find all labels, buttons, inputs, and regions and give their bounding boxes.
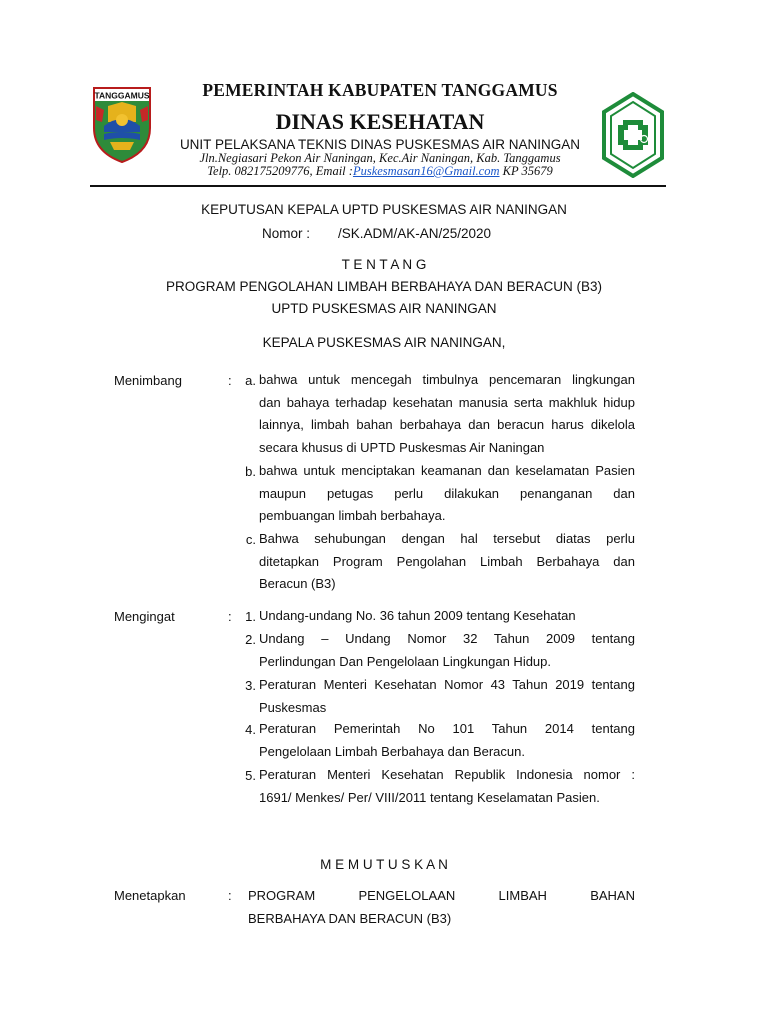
decision-number-label: Nomor : (262, 226, 311, 241)
mengingat-marker-4: 4. (245, 722, 256, 737)
contact-postcode: KP 35679 (499, 164, 553, 178)
mengingat-item-3 (259, 674, 635, 719)
menimbang-marker-a: a. (245, 373, 256, 388)
logo-text: TANGGAMUS (94, 90, 150, 101)
menimbang-a-line-3: lainnya, limbah bahan berbahaya dan beracun harus dikelola (259, 417, 635, 433)
menetapkan-label: Menetapkan (114, 888, 186, 903)
mengingat-5-line-2: 1691/ Menkes/ Per/ VIII/2011 tentang Keselamatan Pasien. (259, 789, 600, 805)
menimbang-colon: : (228, 373, 232, 388)
menimbang-a-line-4: secara khusus di UPTD Puskesmas Air Naningan (259, 439, 545, 455)
menimbang-item-b (259, 460, 635, 528)
mengingat-item-1 (259, 605, 635, 628)
decision-heading: KEPUTUSAN KEPALA UPTD PUSKESMAS AIR NANINGAN (201, 202, 567, 217)
menimbang-item-c (259, 528, 635, 596)
mengingat-1-line-1: Undang-undang No. 36 tahun 2009 tentang Kesehatan (259, 608, 576, 623)
mengingat-4-line-1: Peraturan Pemerintah No 101 Tahun 2014 tentang (259, 721, 635, 736)
letterhead-government: PEMERINTAH KABUPATEN TANGGAMUS (202, 80, 558, 100)
contact-phone: Telp. 082175209776, Email : (207, 164, 353, 178)
mengingat-item-4 (259, 718, 635, 763)
mengingat-item-2 (259, 628, 635, 673)
head-of-puskesmas: KEPALA PUSKESMAS AIR NANINGAN, (262, 335, 506, 350)
menimbang-c-line-2: ditetapkan Program Pengolahan Limbah Berbahaya dan (259, 553, 635, 569)
menetapkan-line-2: BERBAHAYA DAN BERACUN (B3) (248, 911, 452, 926)
menimbang-marker-c: c. (245, 532, 256, 547)
tentang-heading: T E N T A N G (341, 257, 427, 272)
mengingat-3-line-2: Puskesmas (259, 699, 327, 715)
mengingat-2-line-1: Undang – Undang Nomor 32 Tahun 2009 tentang (259, 631, 635, 646)
decision-number-value: /SK.ADM/AK-AN/25/2020 (338, 226, 492, 241)
menimbang-item-a (259, 369, 635, 459)
menimbang-marker-b: b. (245, 464, 256, 479)
menimbang-b-line-3: pembuangan limbah berbahaya. (259, 508, 446, 524)
menimbang-label: Menimbang (114, 373, 182, 388)
menimbang-b-line-2: maupun petugas perlu dilakukan penanganan dan (259, 485, 635, 501)
mengingat-3-line-1: Peraturan Menteri Kesehatan Nomor 43 Tahun 2019 tentang (259, 677, 635, 692)
letterhead-department: DINAS KESEHATAN (275, 109, 485, 134)
puskesmas-logo (602, 92, 664, 178)
menimbang-c-line-3: Beracun (B3) (259, 576, 336, 592)
letterhead-unit: UNIT PELAKSANA TEKNIS DINAS PUSKESMAS AIR NANINGAN (179, 137, 581, 152)
menetapkan-colon: : (228, 888, 232, 903)
memutuskan-heading: M E M U T U S K A N (320, 857, 448, 872)
mengingat-item-5 (259, 764, 635, 809)
menimbang-b-line-1: bahwa untuk menciptakan keamanan dan keselamatan Pasien (259, 463, 635, 478)
mengingat-2-line-2: Perlindungan Dan Pengelolaan Lingkungan Hidup. (259, 653, 552, 669)
letterhead-divider (90, 185, 666, 187)
mengingat-marker-5: 5. (245, 768, 256, 783)
mengingat-marker-1: 1. (245, 609, 256, 624)
mengingat-colon: : (228, 609, 232, 624)
mengingat-label: Mengingat (114, 609, 175, 624)
subject-line-1: PROGRAM PENGOLAHAN LIMBAH BERBAHAYA DAN BERACUN (B3) (165, 279, 603, 294)
menetapkan-line-1: PROGRAM PENGELOLAAN LIMBAH BAHAN (248, 888, 635, 903)
menimbang-c-line-1: Bahwa sehubungan dengan hal tersebut diatas perlu (259, 531, 635, 546)
menimbang-a-line-2: dan bahaya terhadap kesehatan manusia serta makhluk hidup (259, 394, 635, 410)
letterhead-address: Jln.Negiasari Pekon Air Naningan, Kec.Air Naningan, Kab. Tanggamus (199, 151, 561, 165)
mengingat-marker-3: 3. (245, 678, 256, 693)
mengingat-marker-2: 2. (245, 632, 256, 647)
contact-email-link[interactable]: Puskesmasan16@Gmail.com (352, 164, 500, 178)
menimbang-a-line-1: bahwa untuk mencegah timbulnya pencemaran lingkungan (259, 372, 635, 387)
mengingat-4-line-2: Pengelolaan Limbah Berbahaya dan Beracun. (259, 743, 525, 759)
letterhead-contact (130, 164, 630, 179)
subject-line-2: UPTD PUSKESMAS AIR NANINGAN (271, 301, 497, 316)
mengingat-5-line-1: Peraturan Menteri Kesehatan Republik Indonesia nomor : (259, 767, 635, 782)
